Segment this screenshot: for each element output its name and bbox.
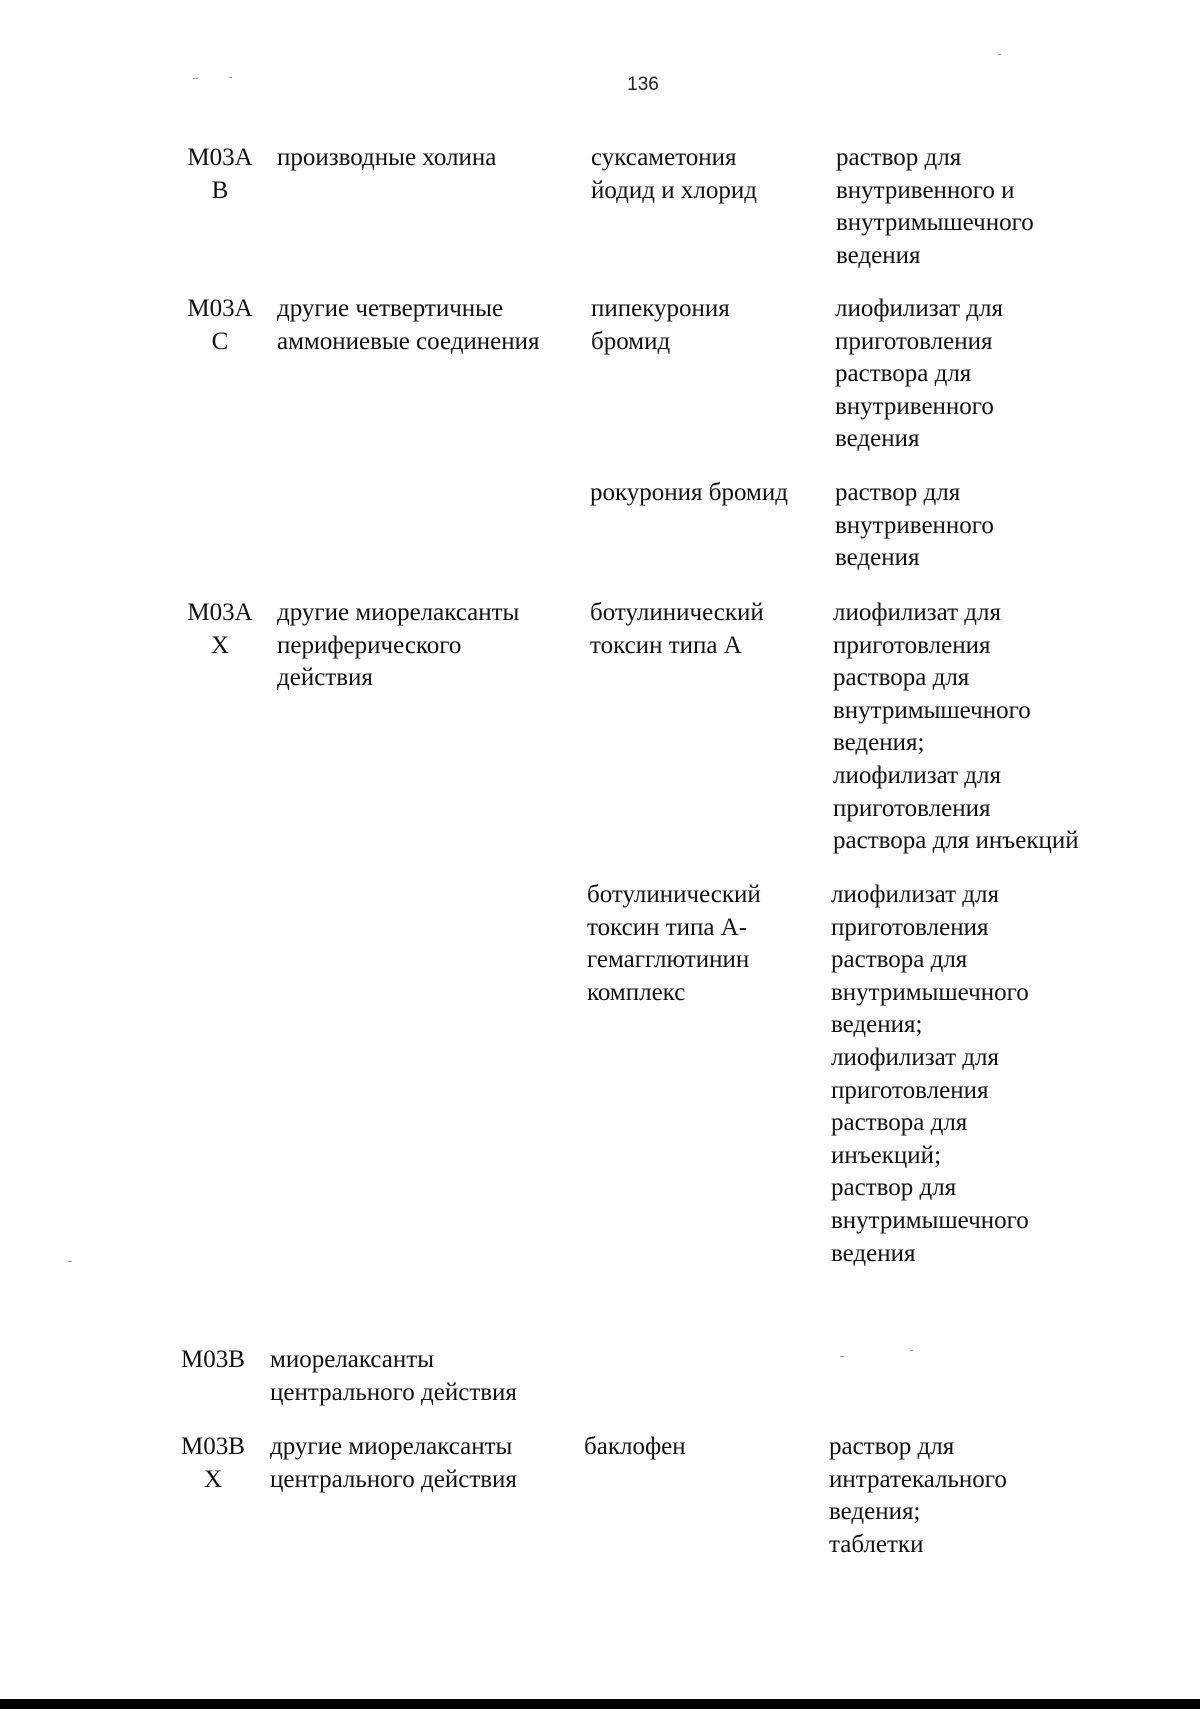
page-number: 136: [627, 74, 659, 95]
atc-code: M03A C: [187, 295, 253, 355]
atc-code: M03B X: [181, 1433, 245, 1493]
scan-speck: [840, 1356, 844, 1357]
atc-code: M03A X: [187, 599, 253, 659]
dosage-form: лиофилизат для приготовления раствора для внутривенного ведения: [835, 295, 1003, 453]
drug-name: ботулинический токсин типа А- гемагглютинин комплекс: [587, 881, 761, 1006]
dosage-form: лиофилизат для приготовления раствора для внутримышечного ведения; лиофилизат для приготовления раствора для инъекций: [833, 599, 1079, 855]
group-name: другие четвертичные аммониевые соединения: [277, 295, 540, 355]
group-name: производные холина: [277, 144, 497, 171]
dosage-form: раствор для интратекального ведения; таблетки: [829, 1433, 1007, 1558]
group-name: другие миорелаксанты центрального действия: [270, 1433, 517, 1493]
atc-code: M03B: [181, 1346, 245, 1373]
scan-bottom-edge: [0, 1699, 1200, 1709]
drug-name: баклофен: [584, 1433, 686, 1460]
drug-name: суксаметония йодид и хлорид: [591, 144, 757, 204]
scan-speck: [998, 54, 1001, 55]
drug-name: ботулинический токсин типа А: [590, 599, 764, 659]
scan-speck: [193, 78, 198, 79]
group-name: миорелаксанты центрального действия: [270, 1346, 517, 1406]
scan-speck: [229, 77, 232, 78]
atc-code: M03A B: [187, 144, 253, 204]
dosage-form: раствор для внутривенного и внутримышечного ведения: [836, 144, 1034, 269]
drug-name: рокурония бромид: [590, 479, 788, 506]
group-name: другие миорелаксанты периферического действия: [277, 599, 520, 692]
scan-speck: [910, 1350, 913, 1351]
scan-speck: [68, 1261, 72, 1262]
dosage-form: лиофилизат для приготовления раствора для внутримышечного ведения; лиофилизат для приготовления раствора для инъекций; раствор для внутримышечного ведения: [831, 881, 1029, 1267]
drug-name: пипекурония бромид: [591, 295, 730, 355]
dosage-form: раствор для внутривенного ведения: [835, 479, 994, 572]
